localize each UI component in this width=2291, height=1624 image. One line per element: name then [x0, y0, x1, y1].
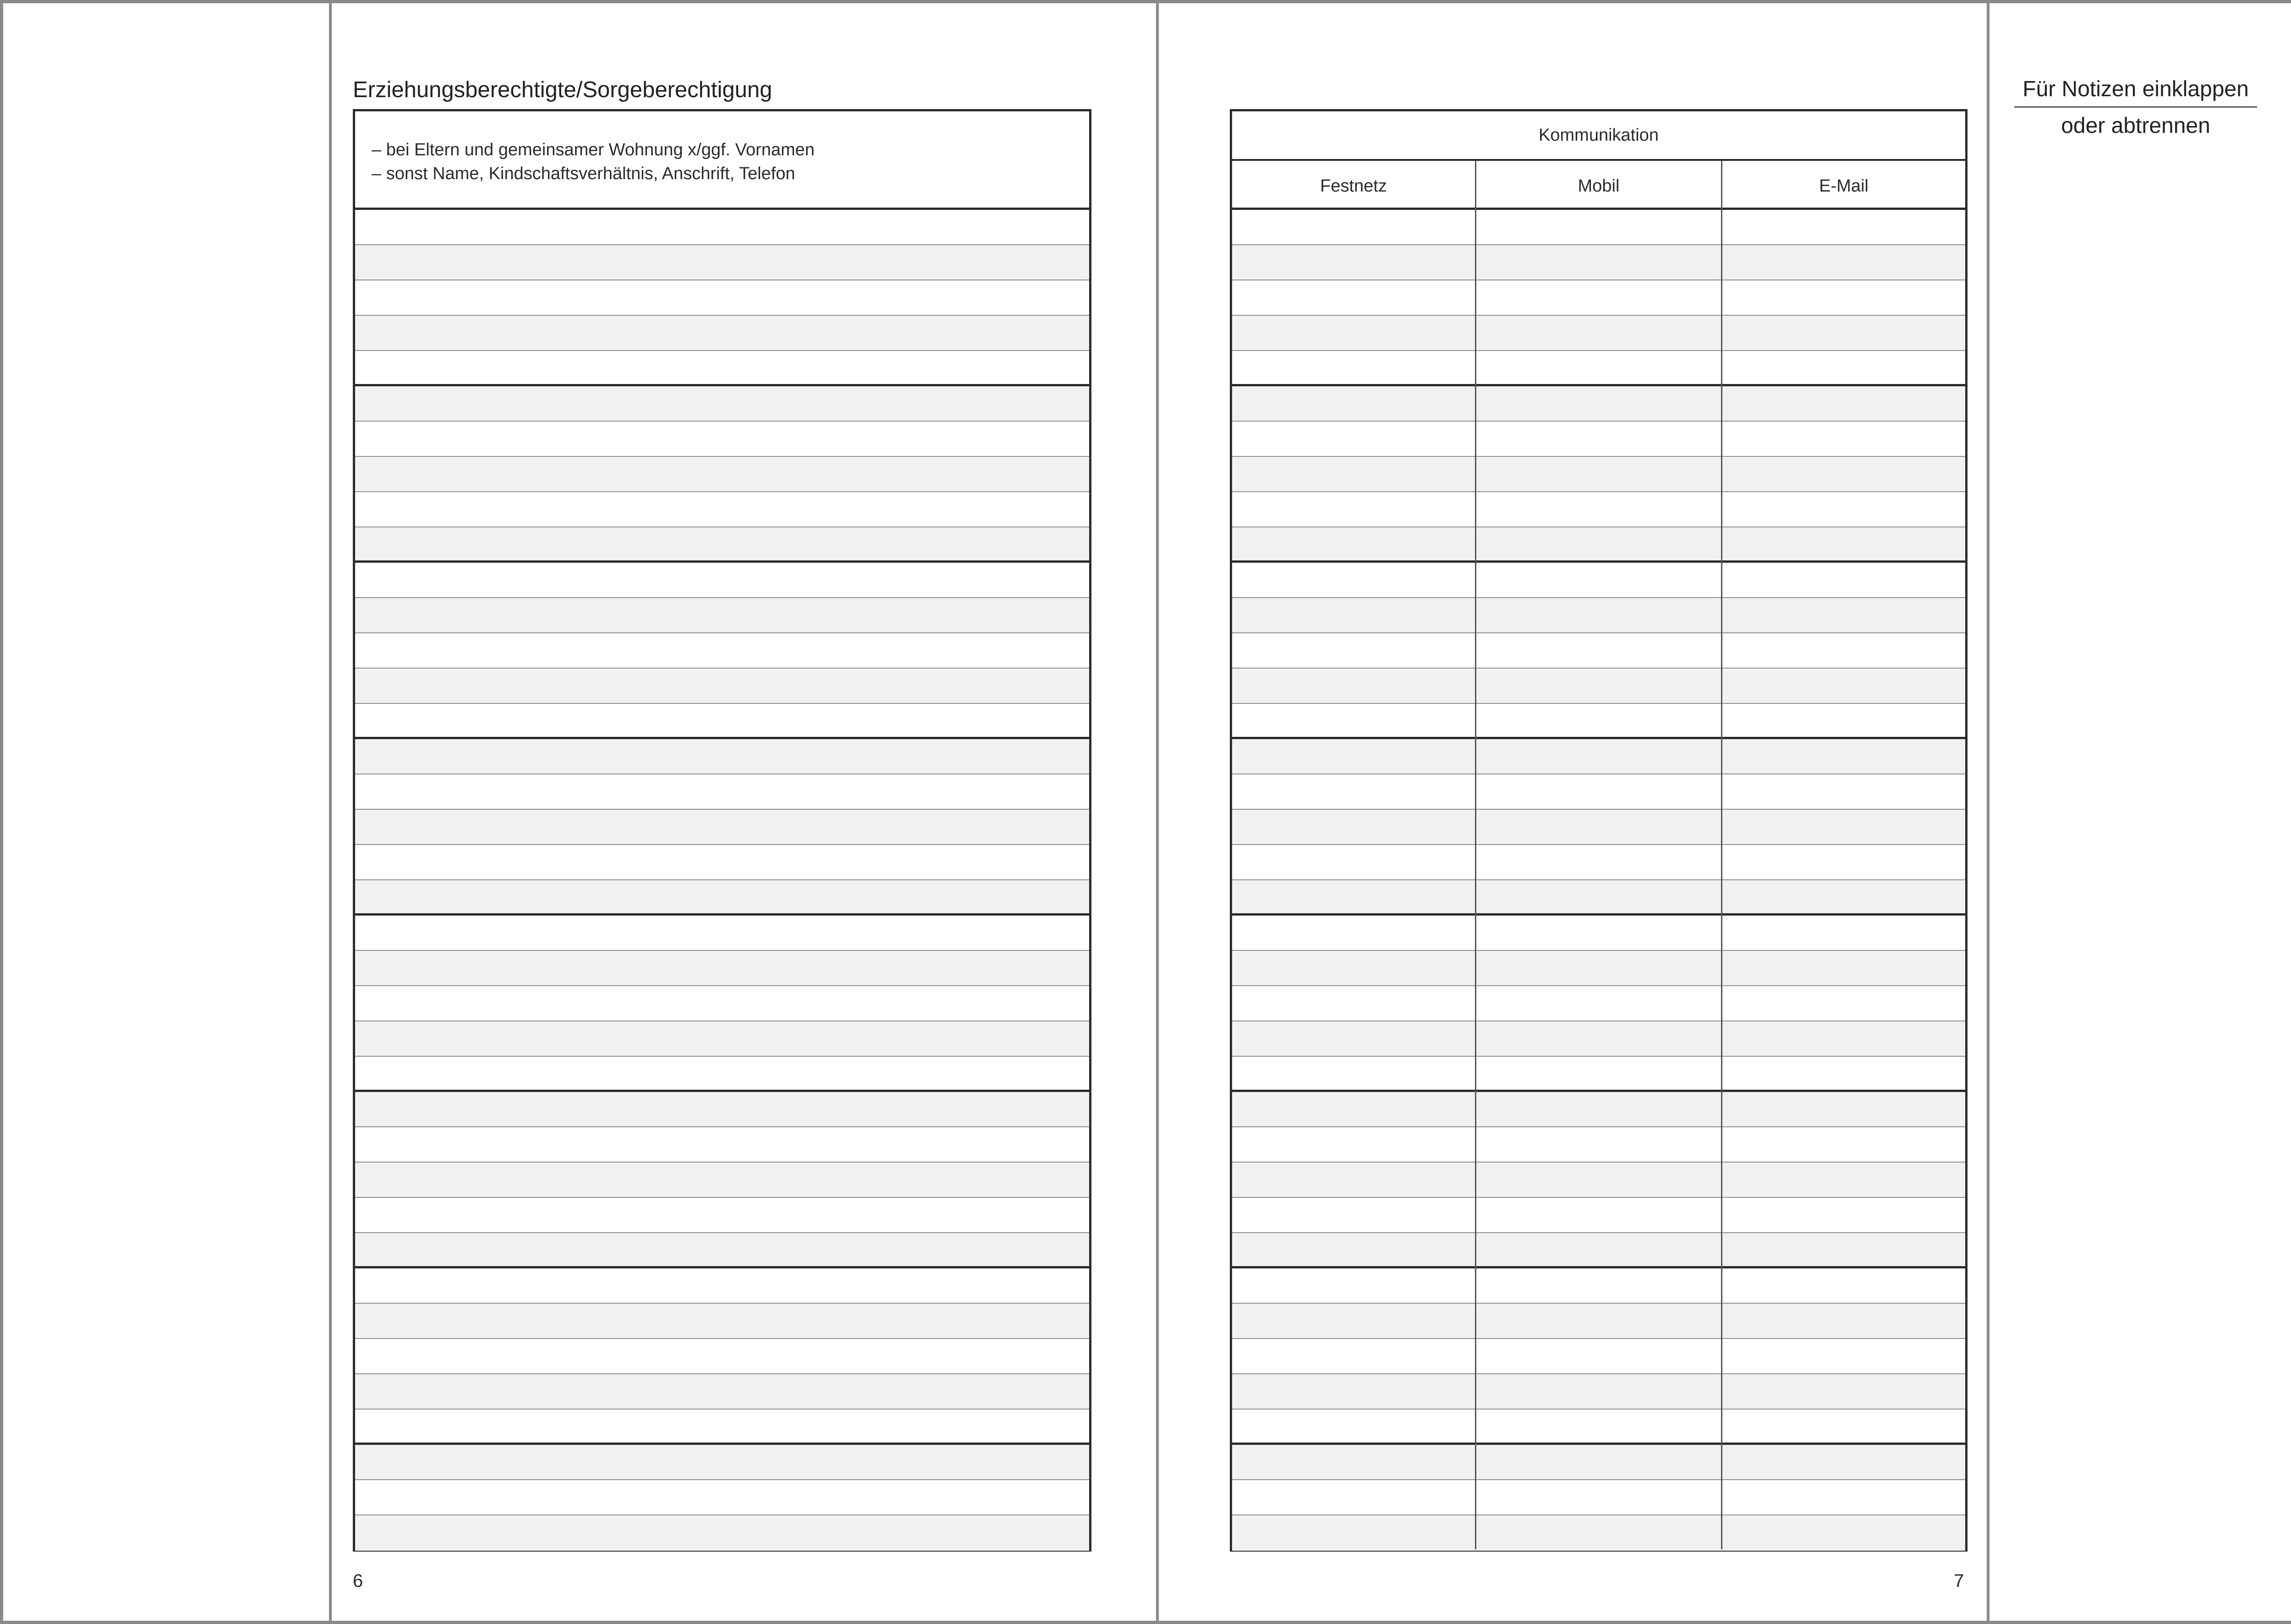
guardian-table-row — [355, 1374, 1089, 1410]
communication-table-row — [1232, 633, 1965, 669]
column-divider-1 — [1475, 161, 1476, 1549]
guardian-table-row — [355, 1339, 1089, 1374]
guardian-table-row — [355, 245, 1089, 280]
communication-table-row — [1232, 739, 1965, 774]
guardian-table-row — [355, 210, 1089, 245]
guardian-table-row — [355, 457, 1089, 492]
communication-table-row — [1232, 1092, 1965, 1127]
communication-table-row — [1232, 210, 1965, 245]
communication-table-row — [1232, 351, 1965, 386]
guardian-table-row — [355, 280, 1089, 316]
guardian-table-row — [355, 386, 1089, 422]
communication-table-row — [1232, 1374, 1965, 1410]
page-number-left: 6 — [353, 1571, 363, 1591]
guardian-table-row — [355, 1304, 1089, 1339]
guardian-table-row — [355, 1410, 1089, 1445]
guardian-table-row — [355, 986, 1089, 1021]
communication-table-row — [1232, 986, 1965, 1021]
communication-table-row — [1232, 880, 1965, 916]
guardian-table-header — [355, 111, 1089, 210]
guardian-table-row — [355, 845, 1089, 880]
communication-table-row — [1232, 951, 1965, 986]
guardian-table-row — [355, 1480, 1089, 1515]
communication-table-row — [1232, 386, 1965, 422]
fold-note-line-1: Für Notizen einklappen — [2014, 74, 2257, 108]
guardian-table-row — [355, 1445, 1089, 1480]
communication-table-row — [1232, 1021, 1965, 1057]
header-line-1: – bei Eltern und gemeinsamer Wohnung x/ggf. Vornamen — [372, 140, 815, 159]
guardian-table-row — [355, 1092, 1089, 1127]
communication-table-row — [1232, 704, 1965, 739]
column-divider-2 — [1721, 161, 1722, 1549]
communication-table-row — [1232, 916, 1965, 951]
communication-table-row — [1232, 845, 1965, 880]
communication-table-row — [1232, 422, 1965, 457]
communication-header: Kommunikation — [1232, 111, 1965, 161]
communication-table — [1230, 109, 1968, 1552]
header-line-2: – sonst Name, Kindschaftsverhältnis, Anschrift, Telefon — [372, 164, 795, 183]
communication-table-row — [1232, 245, 1965, 280]
communication-table-row — [1232, 774, 1965, 810]
communication-table-row — [1232, 1268, 1965, 1304]
page-number-right: 7 — [1954, 1571, 1964, 1591]
guardian-table-row — [355, 774, 1089, 810]
page-title: Erziehungsberechtigte/Sorgeberechtigung — [353, 77, 773, 102]
left-margin-fold-line — [329, 0, 332, 1624]
spine-line — [1156, 0, 1159, 1624]
fold-flap-note — [2014, 74, 2257, 140]
communication-table-row — [1232, 316, 1965, 351]
guardian-table-row — [355, 916, 1089, 951]
guardian-table-row — [355, 810, 1089, 845]
communication-table-row — [1232, 1127, 1965, 1163]
fold-note-line-2: oder abtrennen — [2061, 114, 2210, 138]
communication-table-row — [1232, 1445, 1965, 1480]
communication-table-row — [1232, 1304, 1965, 1339]
guardian-table-row — [355, 563, 1089, 598]
communication-table-row — [1232, 1163, 1965, 1198]
guardian-table-row — [355, 951, 1089, 986]
communication-table-row — [1232, 1233, 1965, 1268]
communication-column-headers — [1232, 161, 1965, 210]
guardian-table — [353, 109, 1091, 1552]
guardian-table-row — [355, 1233, 1089, 1268]
communication-table-row — [1232, 492, 1965, 527]
communication-table-row — [1232, 810, 1965, 845]
guardian-table-row — [355, 598, 1089, 633]
guardian-table-row — [355, 1021, 1089, 1057]
right-fold-line — [1987, 0, 1990, 1624]
guardian-table-row — [355, 316, 1089, 351]
guardian-table-row — [355, 704, 1089, 739]
communication-table-row — [1232, 527, 1965, 563]
guardian-table-row — [355, 1268, 1089, 1304]
communication-table-row — [1232, 1198, 1965, 1233]
communication-table-row — [1232, 598, 1965, 633]
guardian-table-row — [355, 1515, 1089, 1551]
column-header-festnetz: Festnetz — [1320, 176, 1387, 196]
communication-table-row — [1232, 1515, 1965, 1551]
communication-table-row — [1232, 1057, 1965, 1092]
communication-table-row — [1232, 1480, 1965, 1515]
guardian-table-row — [355, 1057, 1089, 1092]
column-header-mobil: Mobil — [1578, 176, 1620, 196]
communication-table-row — [1232, 280, 1965, 316]
guardian-table-row — [355, 1127, 1089, 1163]
guardian-table-row — [355, 1198, 1089, 1233]
guardian-table-row — [355, 527, 1089, 563]
guardian-table-row — [355, 880, 1089, 916]
communication-table-row — [1232, 563, 1965, 598]
guardian-table-row — [355, 669, 1089, 704]
communication-table-row — [1232, 669, 1965, 704]
communication-table-row — [1232, 1339, 1965, 1374]
guardian-table-row — [355, 492, 1089, 527]
communication-table-row — [1232, 457, 1965, 492]
guardian-table-row — [355, 351, 1089, 386]
guardian-table-row — [355, 1163, 1089, 1198]
guardian-table-row — [355, 633, 1089, 669]
column-header-email: E-Mail — [1819, 176, 1869, 196]
guardian-table-row — [355, 739, 1089, 774]
communication-table-row — [1232, 1410, 1965, 1445]
guardian-table-row — [355, 422, 1089, 457]
